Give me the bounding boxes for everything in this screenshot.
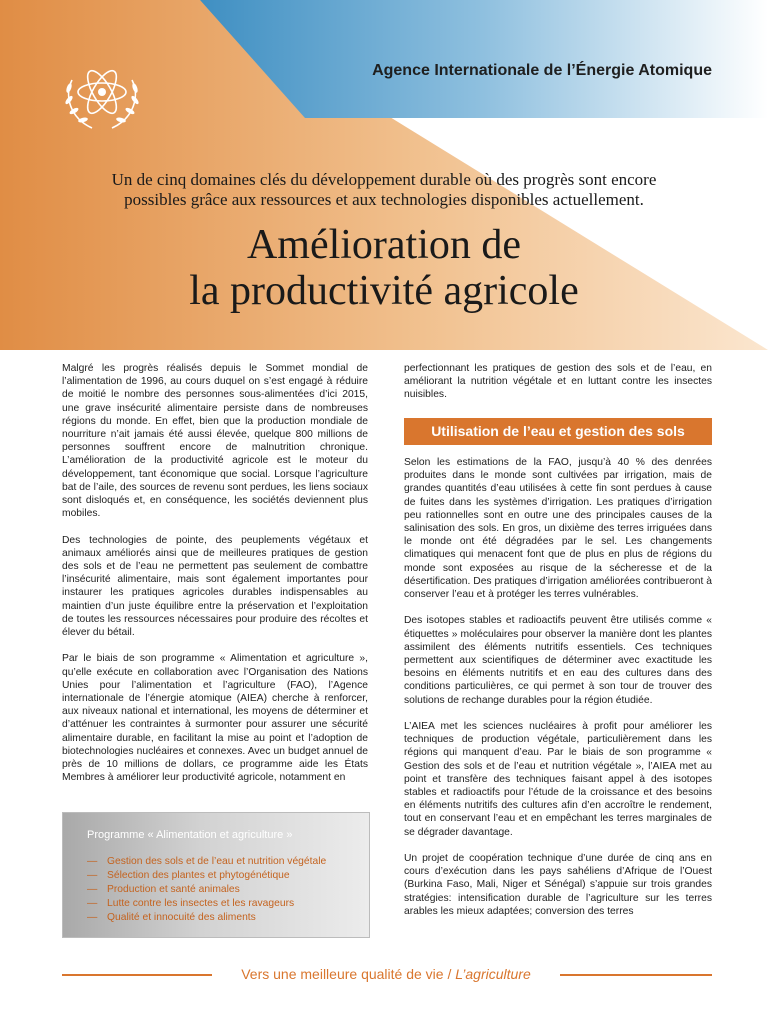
footer-section: L’agriculture xyxy=(455,966,531,982)
page-footer xyxy=(212,966,560,982)
right-column-top xyxy=(404,362,712,415)
dash-glyph: — xyxy=(87,884,98,895)
section-heading: Utilisation de l’eau et gestion des sols xyxy=(404,418,712,445)
page-header xyxy=(0,0,768,350)
dash-glyph: — xyxy=(87,912,98,923)
program-item-label: Production et santé animales xyxy=(107,884,240,895)
program-list-item xyxy=(87,883,326,897)
footer-rule-right xyxy=(560,974,712,976)
subtitle-line-1: Un de cinq domaines clés du développement durable où des progrès sont encore xyxy=(111,170,657,189)
dash-glyph: — xyxy=(87,856,98,867)
paragraph: Selon les estimations de la FAO, jusqu’à 40 % des denrées produites dans le monde sont cultivées par irrigation, mais de grandes quantités d’eau utilisées à cette fin sont perdues à cause de fuites dans les systèmes d’irrigation. Les pratiques d’irrigation peu rationnelles sont en outre une des principales causes de la salinisation des sols. En gros, un dixième des terres irriguées dans le monde ont été dégradées par le sel. Les changements climatiques qui menacent font que de plus en plus de régions du monde sont exposées au risque de la sécheresse et de la désertification. Des pratiques d’irrigation améliorées contribueront à conserver l’eau et à protéger les terres vulnérables. xyxy=(404,457,712,601)
program-list xyxy=(87,855,326,925)
paragraph: Malgré les progrès réalisés depuis le Sommet mondial de l’alimentation de 1996, au cours duquel on s’est engagé à réduire de moitié le nombre des personnes sous-alimentées d’ici 2015, une grave insécurité alimentaire persiste dans de nombreuses régions du monde. En effet, bien que la production mondiale de nourriture n’ait jamais été aussi élevée, quelque 800 millions de personnes souffrent encore de malnutrition chronique. L’amélioration de la productivité agricole est le moteur du développement, tant économique que social. Lorsque l’agriculture bat de l’aile, des sources de revenu sont perdues, les liens sociaux sont disloqués et, en conséquence, les sociétés deviennent plus mobiles. xyxy=(62,363,368,520)
program-box xyxy=(62,812,370,938)
paragraph: L’AIEA met les sciences nucléaires à profit pour améliorer les techniques de production végétale, particulièrement dans les régions qui manquent d’eau. Par le biais de son programme « Gestion des sols et de l’eau et nutrition végétale », l’AIEA met au point et transfère des techniques faisant appel à des isotopes stables et radioactifs pour l’étude de la croissance et des besoins en éléments nutritifs des cultures afin d’en accroître le rendement, tout en conservant l’eau et en empêchant les terres marginales de se dégrader davantage. xyxy=(404,721,712,838)
program-item-label: Sélection des plantes et phytogénétique xyxy=(107,870,290,881)
footer-rule-left xyxy=(62,974,212,976)
iaea-emblem-icon xyxy=(56,52,148,142)
paragraph: Un projet de coopération technique d’une durée de cinq ans en cours d’exécution dans les pays sahéliens d’Afrique de l’Ouest (Burkina Faso, Mali, Niger et Sénégal) s’appuie sur trois grandes stratégies: intensification durable de l’agriculture sur les terres arables les mieux adaptées; conversion des terres xyxy=(404,853,712,917)
program-list-item xyxy=(87,897,326,911)
program-list-item xyxy=(87,869,326,883)
title-line-2: la productivité agricole xyxy=(189,268,579,314)
subtitle xyxy=(0,170,768,210)
paragraph: Par le biais de son programme « Alimentation et agriculture », qu’elle exécute en collaboration avec l’Organisation des Nations Unies pour l’alimentation et l’agriculture (FAO), l’Agence internationale de l’énergie atomique (AIEA) cherche à renforcer, aux niveaux national et international, les moyens de déterminer et d’atténuer les contraintes à surmonter pour assurer une sécurité alimentaire durable, en facilitant la mise au point et l’adoption de biotechnologies nucléaires et connexes. Avec un budget annuel de près de 10 millions de dollars, ce programme aide les États Membres à améliorer leur productivité agricole, notamment en xyxy=(62,653,368,784)
program-item-label: Gestion des sols et de l’eau et nutrition végétale xyxy=(107,856,327,867)
program-list-item xyxy=(87,855,326,869)
page-title xyxy=(0,222,768,314)
paragraph: Des technologies de pointe, des peuplements végétaux et animaux améliorés ainsi que de meilleures pratiques de gestion des sols et de l’eau ne permettent pas seulement de combattre l’insécurité alimentaire, mais sont également importantes pour instaurer les pratiques agricoles durables indispensables au maintien d’un juste équilibre entre la préservation et l’exploitation de toutes les ressources nécessaires pour produire des récoltes et élever du bétail. xyxy=(62,534,368,639)
paragraph: Des isotopes stables et radioactifs peuvent être utilisés comme « étiquettes » moléculaires pour observer la manière dont les plantes assimilent des éléments nutritifs essentiels. Ces techniques permettent aux scientifiques de déterminer avec exactitude les besoins en éléments nutritifs et en eau des cultures dans des conditions particulières, ce qui permet à son tour de trouver des solutions de rechange durables pour la région étudiée. xyxy=(404,615,712,706)
paragraph: perfectionnant les pratiques de gestion des sols et de l’eau, en améliorant la nutrition végétale et en luttant contre les insectes nuisibles. xyxy=(404,363,712,401)
right-column xyxy=(404,456,712,931)
title-line-1: Amélioration de xyxy=(246,222,522,268)
program-item-label: Lutte contre les insectes et les ravageurs xyxy=(107,898,295,909)
dash-glyph: — xyxy=(87,898,98,909)
program-box-title: Programme « Alimentation et agriculture » xyxy=(87,829,293,841)
dash-glyph: — xyxy=(87,870,98,881)
program-list-item xyxy=(87,911,326,925)
subtitle-line-2: possibles grâce aux ressources et aux technologies disponibles actuellement. xyxy=(124,190,644,209)
left-column xyxy=(62,362,368,798)
agency-name: Agence Internationale de l’Énergie Atomique xyxy=(372,62,712,79)
program-item-label: Qualité et innocuité des aliments xyxy=(107,912,256,923)
footer-text: Vers une meilleure qualité de vie / xyxy=(241,966,456,982)
